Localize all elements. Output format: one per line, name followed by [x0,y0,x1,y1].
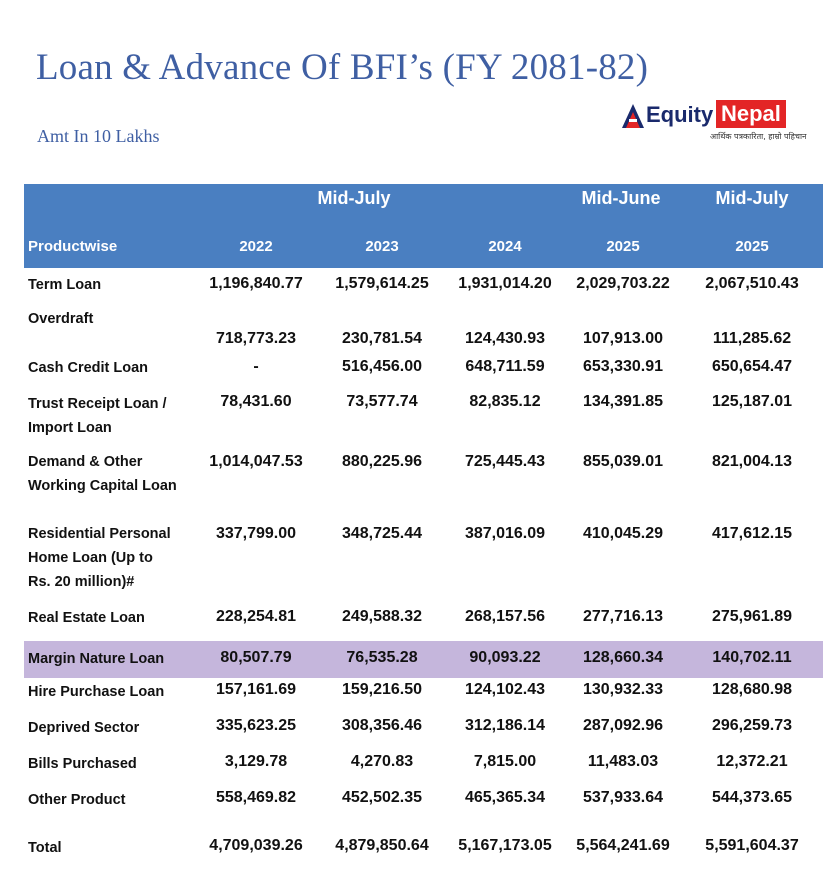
logo-brand-right: Nepal [716,100,786,128]
value-cell: 111,285.62 [712,330,792,347]
row-label [28,680,164,704]
value-cell: 1,196,840.77 [209,275,303,292]
value-cell: 725,445.43 [464,453,546,470]
page-title: Loan & Advance Of BFI’s (FY 2081-82) [36,47,649,88]
row-label-line: Rs. 20 million)# [28,574,135,590]
value-cell: 387,016.09 [464,525,546,542]
value-cell: 124,102.43 [464,681,546,698]
row-label [28,450,177,498]
value-cell: 410,045.29 [582,525,664,542]
value-cell: 417,612.15 [711,525,793,542]
value-cell: 3,129.78 [224,753,288,770]
value-cell: 275,961.89 [711,608,793,625]
value-cell: 1,579,614.25 [335,275,429,292]
value-cell: - [253,358,259,375]
row-label [28,647,164,671]
row-label [28,273,101,297]
value-cell: 78,431.60 [220,393,292,410]
value-cell: 558,469.82 [215,789,297,806]
table-row [24,834,823,870]
value-cell: 124,430.93 [464,330,546,347]
row-label-line: Home Loan (Up to [28,550,153,566]
row-label-line: Residential Personal [28,526,171,542]
value-cell: 296,259.73 [711,717,793,734]
value-cell: 5,167,173.05 [458,837,552,854]
value-cell: 880,225.96 [341,453,423,470]
value-cell: 650,654.47 [711,358,793,375]
row-label-line: Overdraft [28,311,94,327]
value-cell: 348,725.44 [341,525,423,542]
value-cell: 1,931,014.20 [458,275,552,292]
value-cell: 228,254.81 [215,608,297,625]
logo-mark-icon [620,102,646,130]
value-cell: 537,933.64 [582,789,664,806]
loan-advance-table [24,184,823,874]
value-cell: 249,588.32 [341,608,423,625]
value-cell: 11,483.03 [587,753,659,770]
table-row [24,606,823,642]
value-cell: 452,502.35 [341,789,423,806]
value-cell: 2,029,703.22 [576,275,670,292]
table-row [24,678,823,714]
header-period-mid-july: Mid-July [317,188,391,208]
value-cell: 90,093.22 [469,649,541,666]
row-label-line: Cash Credit Loan [28,360,149,376]
value-cell: 335,623.25 [215,717,297,734]
value-cell: 648,711.59 [465,358,545,375]
value-cell: 128,660.34 [582,649,664,666]
row-label-line: Hire Purchase Loan [28,684,165,700]
row-label [28,716,139,740]
value-cell: 230,781.54 [341,330,423,347]
row-label [28,836,62,860]
value-cell: 82,835.12 [469,393,541,410]
value-cell: 855,039.01 [582,453,664,470]
row-label-line: Trust Receipt Loan / [28,396,167,412]
value-cell: 4,709,039.26 [209,837,303,854]
value-cell: 4,270.83 [350,753,414,770]
value-cell: 653,330.91 [582,358,664,375]
header-year: 2024 [488,238,522,255]
row-label [28,606,145,630]
value-cell: 134,391.85 [582,393,664,410]
table-header [24,184,823,268]
value-cell: 1,014,047.53 [209,453,303,470]
value-cell: 544,373.65 [711,789,793,806]
logo-tagline: आर्थिक पत्रकारिता, हाम्रो पहिचान [710,132,807,141]
value-cell: 4,879,850.64 [335,837,429,854]
header-period-mid-june: Mid-June [581,188,661,208]
table-row [24,786,823,822]
value-cell: 76,535.28 [346,649,418,666]
value-cell: 465,365.34 [464,789,546,806]
table-row [24,750,823,786]
row-label-line: Deprived Sector [28,720,140,736]
value-cell: 516,456.00 [341,358,423,375]
row-label-line: Total [28,840,62,856]
row-label [28,307,93,331]
header-year: 2025 [735,238,769,255]
header-period-mid-july-2: Mid-July [715,188,789,208]
row-label [28,788,125,812]
header-year: 2025 [606,238,640,255]
header-productwise: Productwise [28,238,118,255]
header-year: 2023 [365,238,399,255]
row-label-line: Working Capital Loan [28,478,177,494]
table-row [24,641,823,678]
table-row [24,268,823,302]
row-label-line: Term Loan [28,277,102,293]
table-row [24,522,823,594]
value-cell: 159,216.50 [341,681,423,698]
header-year: 2022 [239,238,273,255]
logo-brand-left: Equity [646,102,714,127]
value-cell: 312,186.14 [464,717,546,734]
value-cell: 337,799.00 [215,525,297,542]
table-row [24,354,823,390]
value-cell: 140,702.11 [712,649,792,666]
row-label-line: Real Estate Loan [28,610,145,626]
row-label-line: Import Loan [28,420,112,436]
value-cell: 73,577.74 [346,393,418,410]
row-label-line: Demand & Other [28,454,143,470]
row-label-line: Other Product [28,792,126,808]
value-cell: 277,716.13 [582,608,664,625]
row-label [28,392,167,440]
equity-nepal-logo [620,100,807,150]
value-cell: 80,507.79 [220,649,292,666]
table-row [24,450,823,510]
value-cell: 308,356.46 [341,717,423,734]
row-label [28,356,148,380]
value-cell: 2,067,510.43 [705,275,799,292]
row-label-line: Bills Purchased [28,756,137,772]
amount-unit-note: Amt In 10 Lakhs [37,126,160,146]
value-cell: 107,913.00 [582,330,664,347]
value-cell: 5,591,604.37 [705,837,799,854]
value-cell: 130,932.33 [582,681,664,698]
value-cell: 287,092.96 [582,717,664,734]
value-cell: 157,161.69 [215,681,297,698]
value-cell: 12,372.21 [716,753,788,770]
row-label-line: Margin Nature Loan [28,651,165,667]
value-cell: 125,187.01 [711,393,793,410]
row-label [28,522,171,594]
value-cell: 128,680.98 [711,681,793,698]
value-cell: 7,815.00 [473,753,537,770]
table-row [24,390,823,442]
value-cell: 821,004.13 [711,453,793,470]
value-cell: 268,157.56 [464,608,546,625]
table-row [24,714,823,750]
row-label [28,752,137,776]
value-cell: 5,564,241.69 [576,837,670,854]
value-cell: 718,773.23 [215,330,297,347]
